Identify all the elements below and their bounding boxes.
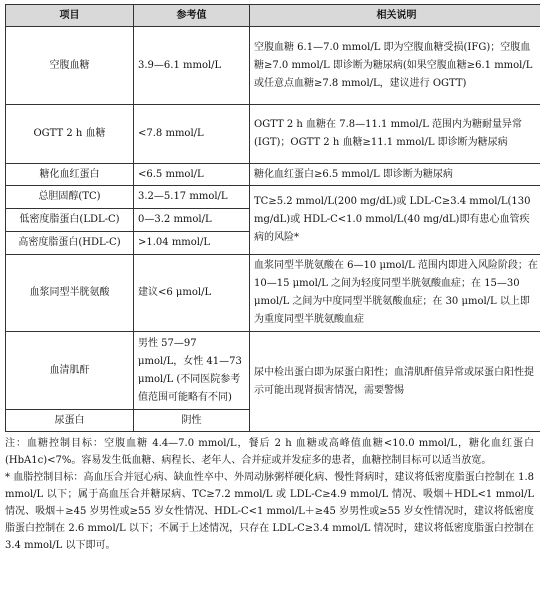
row-item: 尿蛋白 [6,410,134,432]
row-description: 尿中检出蛋白即为尿蛋白阳性；血清肌酐值异常或尿蛋白阳性提示可能出现肾损害情况，需要警惕 [250,332,540,432]
row-reference: 男性 57—97 μmol/L，女性 41—73 μmol/L (不同医院参考值范围可能略有不同) [134,332,250,410]
row-item: 总胆固醇(TC) [6,186,134,209]
row-item: 血清肌酐 [6,332,134,410]
row-description: 空腹血糖 6.1—7.0 mmol/L 即为空腹血糖受损(IFG)；空腹血糖≥7.0 mmol/L 即诊断为糖尿病(如果空腹血糖≥6.1 mmol/L 或任意点血糖≥7.8 mmol/L，建议进行 OGTT) [250,27,540,105]
row-reference: 3.2—5.17 mmol/L [134,186,250,209]
document [5,4,538,554]
row-item: 低密度脂蛋白(LDL-C) [6,209,134,232]
table-row [6,332,540,410]
row-item: 血浆同型半胱氨酸 [6,255,134,332]
row-description: 血浆同型半胱氨酸在 6—10 μmol/L 范围内即进入风险阶段；在 10—15 μmol/L 之间为轻度同型半胱氨酸血症；在 15—30 μmol/L 之间为中度同型半胱氨酸血症；在 30 μmol/L 以上即为重度同型半胱氨酸血症 [250,255,540,332]
row-description: TC≥5.2 mmol/L(200 mg/dL)或 LDL-C≥3.4 mmol/L(130 mg/dL)或 HDL-C<1.0 mmol/L(40 mg/dL)即有患心血管疾病的风险* [250,186,540,255]
row-description: 糖化血红蛋白≥6.5 mmol/L 即诊断为糖尿病 [250,164,540,186]
table-row [6,186,540,209]
table-row [6,164,540,186]
row-item: 空腹血糖 [6,27,134,105]
note-lipid-target: * 血脂控制目标：高血压合并冠心病、缺血性卒中、外周动脉粥样硬化病、慢性肾病时，建议将低密度脂蛋白控制在 1.8 mmol/L 以下；属于高血压合并糖尿病、TC≥7.2 mmol/L 或 LDL-C≥4.9 mmol/L 情况、吸烟＋HDL<1 mmol/L 情况、吸烟＋≥45 岁男性或≥55 岁女性情况、HDL-C<1 mmol/L＋≥45 岁男性或≥55 岁女性情况时，建议将低密度脂蛋白控制在 2.6 mmol/L 以下；不属于上述情况，只存在 LDL-C≥3.4 mmol/L 情况时，建议将低密度脂蛋白控制在 3.4 mmol/L 以下即可。 [5,472,534,551]
table-row [6,105,540,164]
header-description: 相关说明 [250,5,540,27]
row-reference: 3.9—6.1 mmol/L [134,27,250,105]
reference-table [5,4,540,432]
row-description: OGTT 2 h 血糖在 7.8—11.1 mmol/L 范围内为糖耐量异常(IGT)；OGTT 2 h 血糖≥11.1 mmol/L 即诊断为糖尿病 [250,105,540,164]
header-reference: 参考值 [134,5,250,27]
row-item: OGTT 2 h 血糖 [6,105,134,164]
row-item: 糖化血红蛋白 [6,164,134,186]
row-reference: <6.5 mmol/L [134,164,250,186]
row-reference: 阴性 [134,410,250,432]
row-reference: <7.8 mmol/L [134,105,250,164]
row-reference: >1.04 mmol/L [134,232,250,255]
table-header-row [6,5,540,27]
table-row [6,27,540,105]
table-note [5,435,534,554]
row-reference: 0—3.2 mmol/L [134,209,250,232]
row-item: 高密度脂蛋白(HDL-C) [6,232,134,255]
row-reference: 建议<6 μmol/L [134,255,250,332]
header-item: 项目 [6,5,134,27]
note-glucose-target: 注：血糖控制目标：空腹血糖 4.4—7.0 mmol/L，餐后 2 h 血糖或高峰值血糖<10.0 mmol/L，糖化血红蛋白(HbA1c)<7%。容易发生低血糖、病程长、老年人、合并症或并发症多的患者，血糖控制目标可以适当放宽。 [5,438,534,466]
table-row [6,255,540,332]
